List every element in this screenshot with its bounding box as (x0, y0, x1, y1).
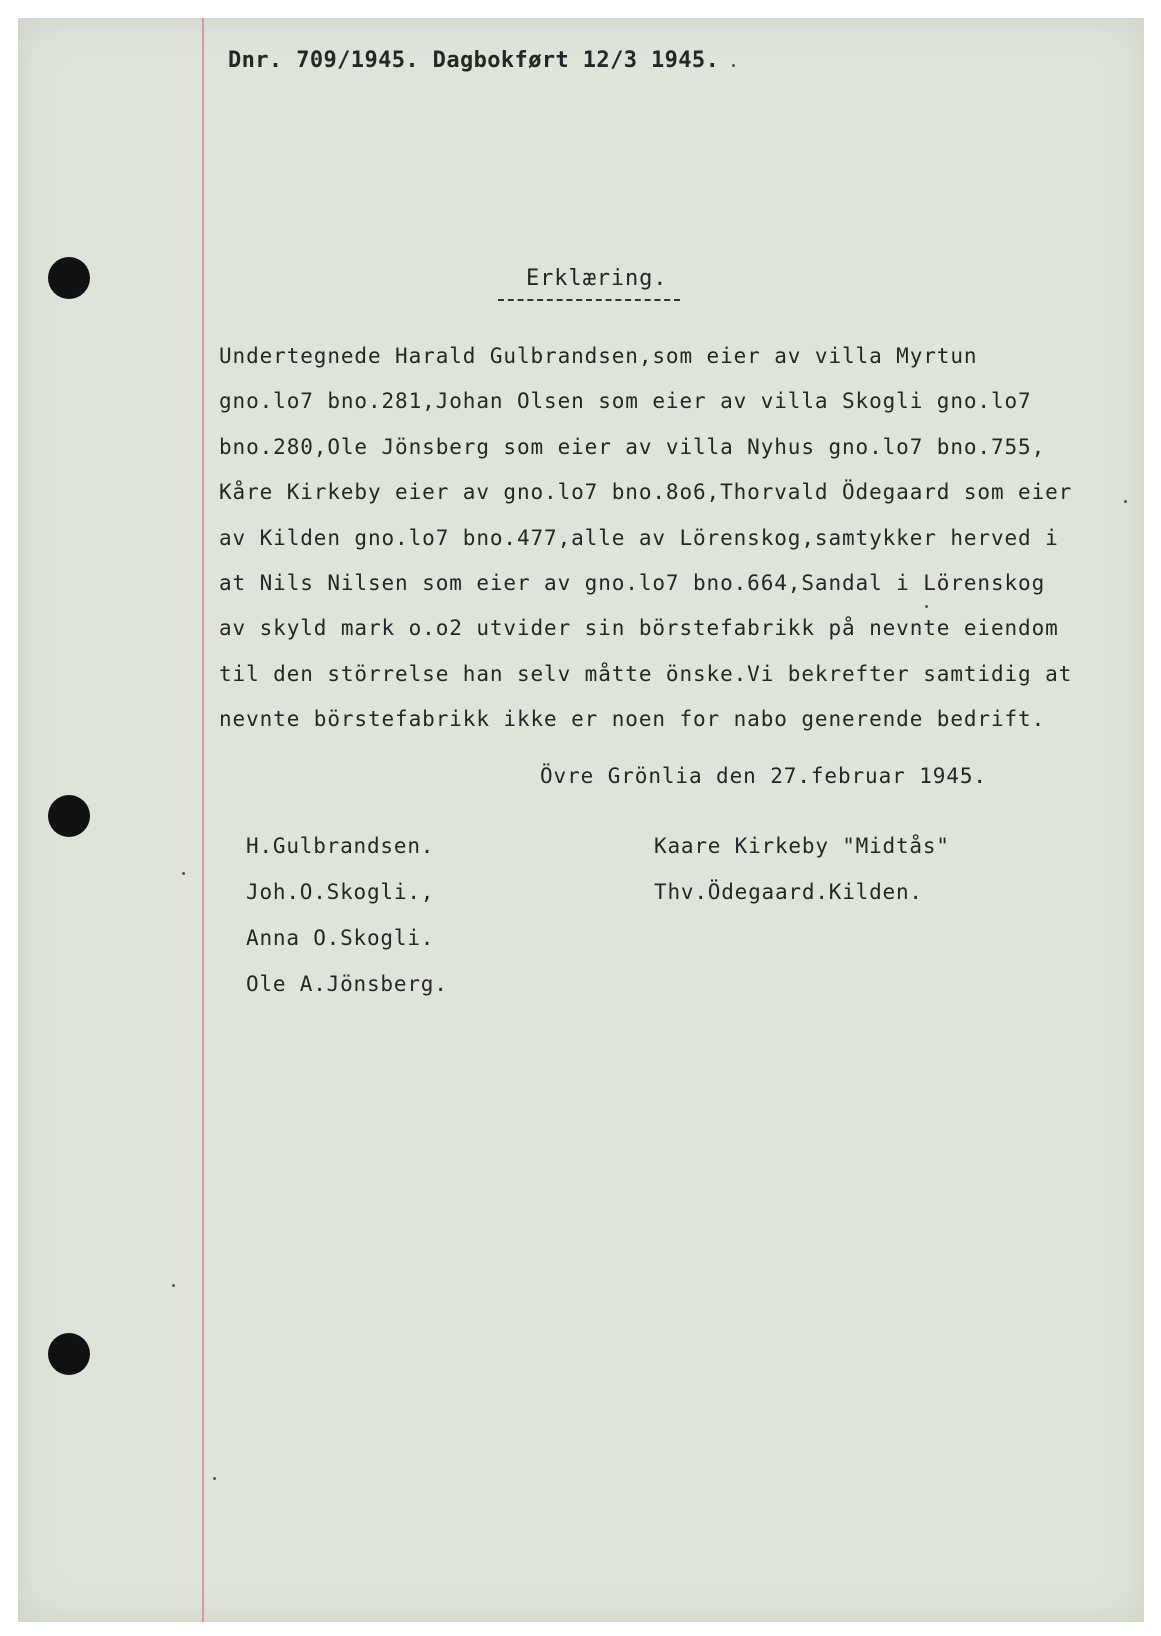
paper-speck (213, 1477, 216, 1480)
body-line: Undertegnede Harald Gulbrandsen,som eier av villa Myrtun (219, 344, 978, 368)
paper-speck (1124, 500, 1127, 503)
paper-speck (172, 1284, 175, 1287)
body-line: til den störrelse han selv måtte önske.Vi bekrefter samtidig at (219, 661, 1073, 686)
body-line: av skyld mark o.o2 utvider sin börstefabrikk på nevnte eiendom (219, 616, 1059, 641)
body-line: gno.lo7 bno.281,Johan Olsen som eier av villa Skogli gno.lo7 (219, 389, 1032, 414)
journal-number-header: Dnr. 709/1945. Dagbokført 12/3 1945. (228, 48, 720, 73)
signatures-right-column (654, 832, 950, 924)
signature: H.Gulbrandsen. (246, 834, 435, 858)
place-and-date: Övre Grönlia den 27.februar 1945. (540, 764, 987, 788)
signature: Kaare Kirkeby "Midtås" (654, 834, 950, 858)
body-line: bno.280,Ole Jönsberg som eier av villa Nyhus gno.lo7 bno.755, (219, 434, 1046, 459)
punch-hole-bottom (48, 1333, 90, 1375)
body-line: av Kilden gno.lo7 bno.477,alle av Lörenskog,samtykker herved i (219, 525, 1059, 550)
declaration-body (219, 342, 1072, 751)
punch-hole-top (48, 257, 90, 299)
document-page (18, 18, 1144, 1622)
signature: Anna O.Skogli. (246, 926, 435, 950)
signature: Ole A.Jönsberg. (246, 972, 448, 996)
signatures-left-column (246, 832, 448, 1016)
signature: Joh.O.Skogli., (246, 880, 435, 904)
title-underline (498, 299, 680, 301)
body-line: at Nils Nilsen som eier av gno.lo7 bno.664,Sandal i Lörenskog (219, 570, 1046, 595)
punch-hole-middle (48, 795, 90, 837)
margin-rule (202, 18, 204, 1622)
body-line: nevnte börstefabrikk ikke er noen for nabo generende bedrift. (219, 707, 1046, 732)
paper-speck (732, 64, 735, 67)
paper-speck (182, 872, 185, 875)
body-line: Kåre Kirkeby eier av gno.lo7 bno.8o6,Thorvald Ödegaard som eier (219, 480, 1073, 505)
document-title: Erklæring. (526, 266, 668, 291)
signature: Thv.Ödegaard.Kilden. (654, 880, 923, 904)
